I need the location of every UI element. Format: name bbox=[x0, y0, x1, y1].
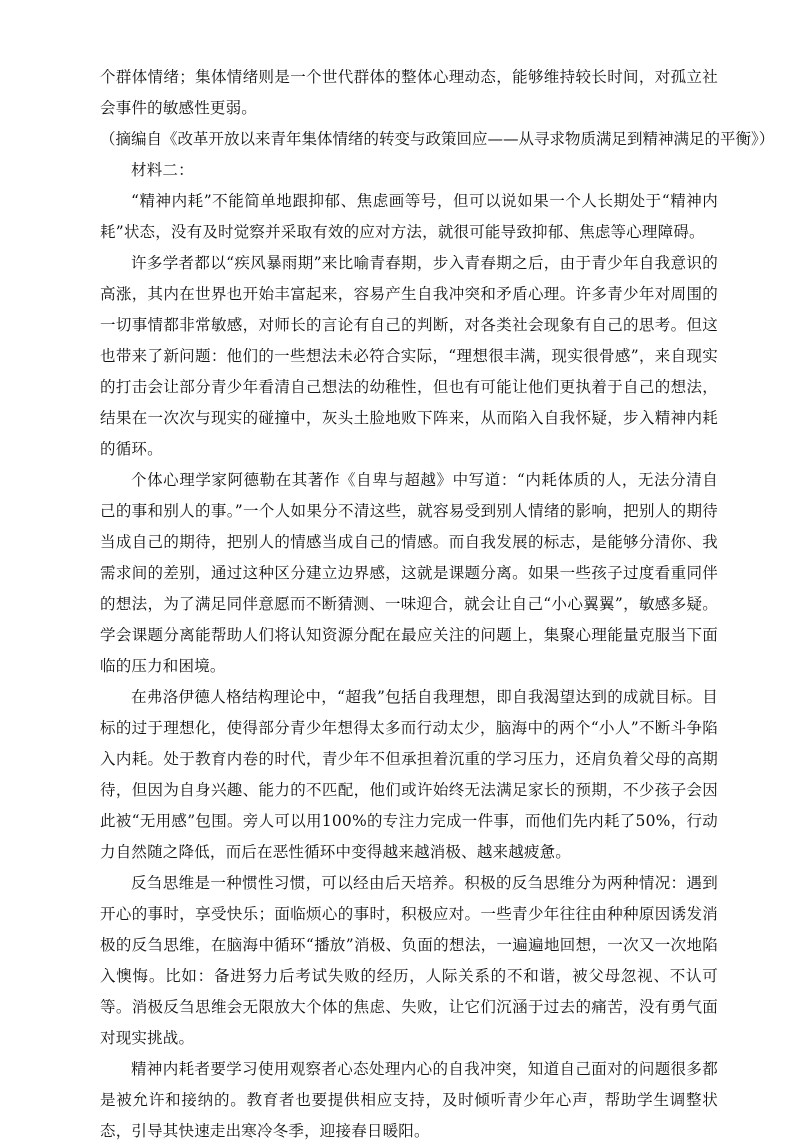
paragraph: “精神内耗”不能简单地跟抑郁、焦虑画等号，但可以说如果一个人长期处于“精神内耗”状态，没有及时觉察并采取有效的应对方法，就很可能导致抑郁、焦虑等心理障碍。 bbox=[100, 192, 718, 241]
paragraph: 精神内耗者要学习使用观察者心态处理内心的自我冲突，知道自己面对的问题很多都是被允许和接纳的。教育者也要提供相应支持，及时倾听青少年心声，帮助学生调整状态，引导其快速走出寒冷冬季，迎接春日暖阳。 bbox=[100, 1060, 718, 1140]
source-citation: （摘编自《改革开放以来青年集体情绪的转变与政策回应——从寻求物质满足到精神满足的平衡》） bbox=[100, 130, 775, 148]
paragraph-continuation: 个群体情绪；集体情绪则是一个世代群体的整体心理动态，能够维持较长时间，对孤立社会事件的敏感性更弱。 bbox=[100, 68, 718, 117]
paragraph: 个体心理学家阿德勒在其著作《自卑与超越》中写道：“内耗体质的人，无法分清自己的事和别人的事。”一个人如果分不清这些，就容易受到别人情绪的影响，把别人的期待当成自己的期待，把别人的情感当成自己的情感。而自我发展的标志，是能够分清你、我需求间的差别，通过这种区分建立边界感，这就是课题分离。如果一些孩子过度看重同伴的想法，为了满足同伴意愿而不断猜测、一味迎合，就会让自己“小心翼翼”，敏感多疑。学会课题分离能帮助人们将认知资源分配在最应关注的问题上，集聚心理能量克服当下面临的压力和困境。 bbox=[100, 471, 718, 675]
paragraph: 反刍思维是一种惯性习惯，可以经由后天培养。积极的反刍思维分为两种情况：遇到开心的事时，享受快乐；面临烦心的事时，积极应对。一些青少年往往由种种原因诱发消极的反刍思维，在脑海中循环“播放”消极、负面的想法，一遍遍地回想，一次又一次地陷入懊悔。比如：备进努力后考试失败的经历，人际关系的不和谐，被父母忽视、不认可等。消极反刍思维会无限放大个体的焦虑、失败，让它们沉涵于过去的痛苦，没有勇气面对现实挑战。 bbox=[100, 874, 718, 1047]
paragraph: 许多学者都以“疾风暴雨期”来比喻青春期，步入青春期之后，由于青少年自我意识的高涨，其内在世界也开始丰富起来，容易产生自我冲突和矛盾心理。许多青少年对周围的一切事情都非常敏感，对师长的言论有自己的判断，对各类社会现象有自己的思考。但这也带来了新问题：他们的一些想法未必符合实际，“理想很丰满，现实很骨感”，来自现实的打击会让部分青少年看清自己想法的幼稚性，但也有可能让他们更执着于自己的想法，结果在一次次与现实的碰撞中，灰头土脸地败下阵来，从而陷入自我怀疑，步入精神内耗的循环。 bbox=[100, 254, 718, 458]
paragraph: 在弗洛伊德人格结构理论中，“超我”包括自我理想，即自我渴望达到的成就目标。目标的过于理想化，使得部分青少年想得太多而行动太少，脑海中的两个“小人”不断斗争陷入内耗。处于教育内卷的时代，青少年不但承担着沉重的学习压力，还肩负着父母的高期待，但因为自身兴趣、能力的不匹配，他们或许始终无法满足家长的预期，不少孩子会因此被“无用感”包围。旁人可以用100%的专注力完成一件事，而他们先内耗了50%，行动力自然随之降低，而后在恶性循环中变得越来越消极、越来越疲惫。 bbox=[100, 688, 718, 861]
material-label: 材料二： bbox=[131, 161, 194, 179]
document-body bbox=[100, 62, 775, 1147]
